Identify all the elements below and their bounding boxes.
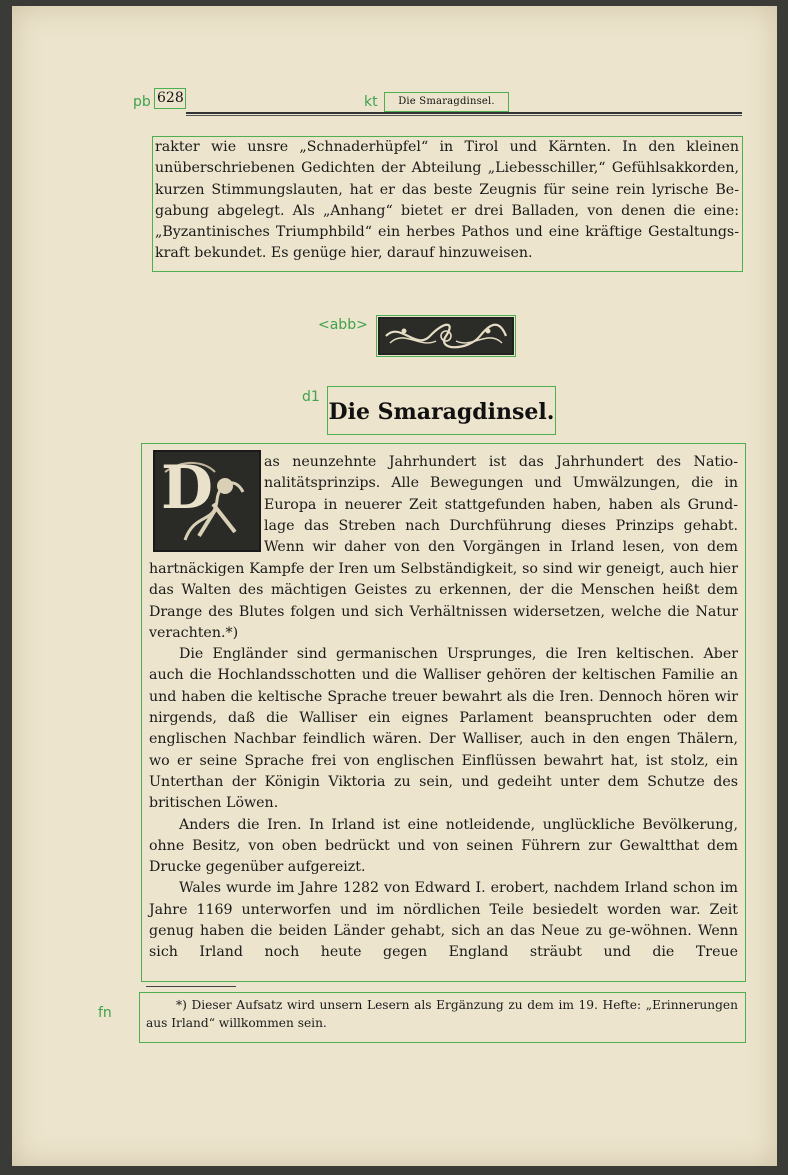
initial-letter: D: [161, 453, 214, 523]
body-paragraph: Anders die Iren. In Irland ist eine notleidende, unglückliche Bevölkerung, ohne Besitz, von oben bedrückt und von seinen Führern zur Gewaltthat dem Drucke gegenüber aufgereizt.: [149, 816, 738, 876]
intro-line: „Byzantinisches Triumphbild“ ein herbes Pathos und eine kräftige Gestaltungs-: [155, 224, 739, 241]
body-line: Europa in neuerer Zeit stattgefunden haben, haben als Grund-: [264, 496, 738, 513]
page-number: 628: [154, 88, 186, 109]
body-paragraph: Die Engländer sind germanischen Ursprunges, die Iren keltischen. Aber auch die Hochlandsschotten und die Walliser gehören der keltischen Familie an und haben die keltische Sprache treuer bewahrt als die Iren. Dennoch hören wir nirgends, daß die Walliser ein eignes Parlament beanspruchten oder dem englischen Nachbar feindlich wären. Der Walliser, auch in den engen Thälern, wo er seine Sprache frei von englischen Einflüssen bewahrt hat, ist stolz, ein Unterthan der Königin Viktoria zu sein, und gedeiht unter dem Schutze des britischen Löwen.: [149, 646, 738, 812]
running-title: Die Smaragdinsel.: [384, 92, 509, 112]
body-paragraph: hartnäckigen Kampfe der Iren um Selbständigkeit, so sind wir geneigt, auch hier das Walten des mächtigen Geistes zu erkennen, der die Menschen heißt dem Drange des Blutes folgen und sich Verhältnissen widersetzen, welche die Natur verachten.*): [149, 561, 738, 641]
body-paragraph: Wales wurde im Jahre 1282 von Edward I. erobert, nachdem Irland schon im Jahre 1169 unterworfen und im nördlichen Teile besiedelt worden war. Zeit genug haben die beiden Länder gehabt, sich an das Neue zu ge-wöhnen. Wenn sich Irland noch heute gegen England sträubt und die Treue: [149, 880, 738, 961]
ornament-image: [378, 317, 514, 355]
article-heading: Die Smaragdinsel.: [327, 386, 556, 435]
footnote-rule: [146, 986, 236, 987]
footnote-content: *) Dieser Aufsatz wird unsern Lesern als Ergänzung zu dem im 19. Hefte: „Erinnerungen aus Irland“ willkommen sein.: [146, 998, 738, 1030]
body-line: nalitätsprinzips. Alle Bewegungen und Umwälzungen, die in: [264, 475, 738, 492]
intro-line: rakter wie unsre „Schnaderhüpfel“ in Tirol und Kärnten. In den kleinen: [155, 139, 739, 155]
body-line: lage das Streben nach Durchführung dieses Prinzips gehabt.: [264, 517, 738, 534]
intro-line: kurzen Stimmungslauten, hat er das beste Zeugnis für seine rein lyrische Be-: [155, 181, 739, 198]
intro-line: gabung abgelegt. Als „Anhang“ bietet er drei Balladen, von denen die eine:: [155, 202, 739, 219]
intro-block: [155, 137, 739, 265]
body-line: as neunzehnte Jahrhundert ist das Jahrhundert des Natio-: [264, 454, 738, 470]
header-rule-thin: [186, 115, 742, 116]
footnote-text: [146, 996, 738, 1032]
label-abb: <abb>: [318, 317, 368, 333]
label-d1: d1: [302, 389, 320, 405]
label-kt: kt: [364, 94, 378, 110]
intro-line: kraft bekundet. Es genüge hier, darauf hinzuweisen.: [155, 245, 533, 262]
ornament-vignette-icon: [380, 319, 512, 353]
header-rule: [186, 112, 742, 114]
initial-lines: [264, 452, 738, 558]
body-text: [149, 559, 738, 964]
label-fn: fn: [98, 1005, 112, 1021]
label-pb: pb: [133, 94, 151, 110]
intro-line: unüberschriebenen Gedichten der Abteilung „Liebesschiller,“ Gefühlsakkorden,: [155, 160, 739, 177]
body-line: Wenn wir daher von den Vorgängen in Irland lesen, von dem: [264, 539, 738, 556]
decorated-initial: [153, 450, 261, 552]
